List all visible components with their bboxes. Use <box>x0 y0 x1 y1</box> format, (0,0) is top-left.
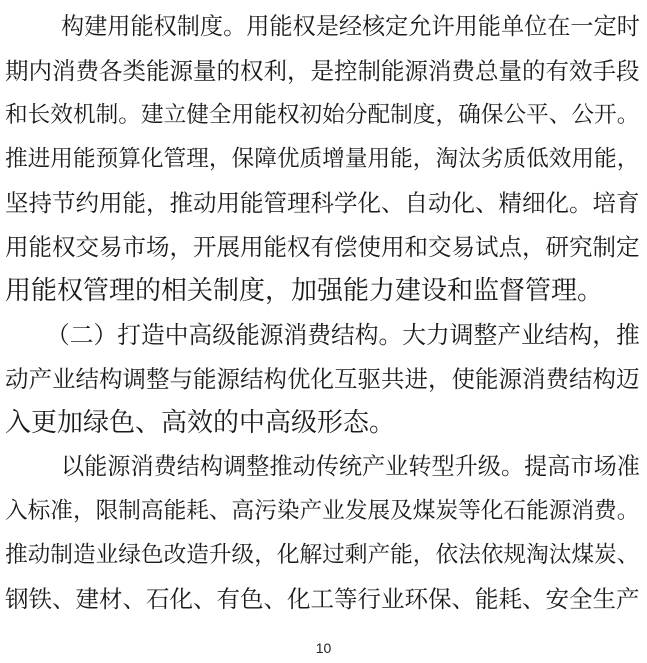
text-line-4 <box>0 137 647 181</box>
text-line-14 <box>0 577 647 621</box>
text-line-1 <box>0 5 647 49</box>
text-line-3-text: 和长效机制。建立健全用能权初始分配制度，确保公平、公开。 <box>5 102 640 128</box>
text-line-10 <box>0 401 647 445</box>
text-line-7-text: 用能权管理的相关制度，加强能力建设和监督管理。 <box>5 276 604 306</box>
text-line-5 <box>0 181 647 225</box>
text-line-7 <box>0 269 647 313</box>
text-line-9 <box>0 357 647 401</box>
text-line-10-text: 入更加绿色、高效的中高级形态。 <box>5 408 396 438</box>
page-number: 10 <box>315 640 332 656</box>
text-line-13-text: 推动制造业绿色改造升级，化解过剩产能，依法依规淘汰煤炭、 <box>5 542 640 568</box>
text-line-6-text: 用能权交易市场，开展用能权有偿使用和交易试点，研究制定 <box>5 233 640 261</box>
text-line-9-text: 动产业结构调整与能源结构优化互驱共进，使能源消费结构迈 <box>5 365 640 393</box>
text-line-12-text: 入标准，限制高能耗、高污染产业发展及煤炭等化石能源消费。 <box>5 498 640 524</box>
text-line-11-text: 以能源消费结构调整推动传统产业转型升级。提高市场准 <box>61 454 640 480</box>
text-line-12 <box>0 489 647 533</box>
text-line-1-text: 构建用能权制度。用能权是经核定允许用能单位在一定时 <box>61 14 640 40</box>
text-line-8 <box>0 313 647 357</box>
text-line-11 <box>0 445 647 489</box>
text-line-6 <box>0 225 647 269</box>
text-line-8-text: （二）打造中高级能源消费结构。大力调整产业结构，推 <box>46 321 640 349</box>
text-line-14-text: 钢铁、建材、石化、有色、化工等行业环保、能耗、安全生产 <box>5 585 640 613</box>
text-line-4-text: 推进用能预算化管理，保障优质增量用能，淘汰劣质低效用能， <box>5 146 640 172</box>
text-line-2 <box>0 49 647 93</box>
text-line-13 <box>0 533 647 577</box>
text-line-2-text: 期内消费各类能源量的权利，是控制能源消费总量的有效手段 <box>5 57 640 85</box>
text-line-5-text: 坚持节约用能，推动用能管理科学化、自动化、精细化。培育 <box>5 189 640 217</box>
text-line-3 <box>0 93 647 137</box>
